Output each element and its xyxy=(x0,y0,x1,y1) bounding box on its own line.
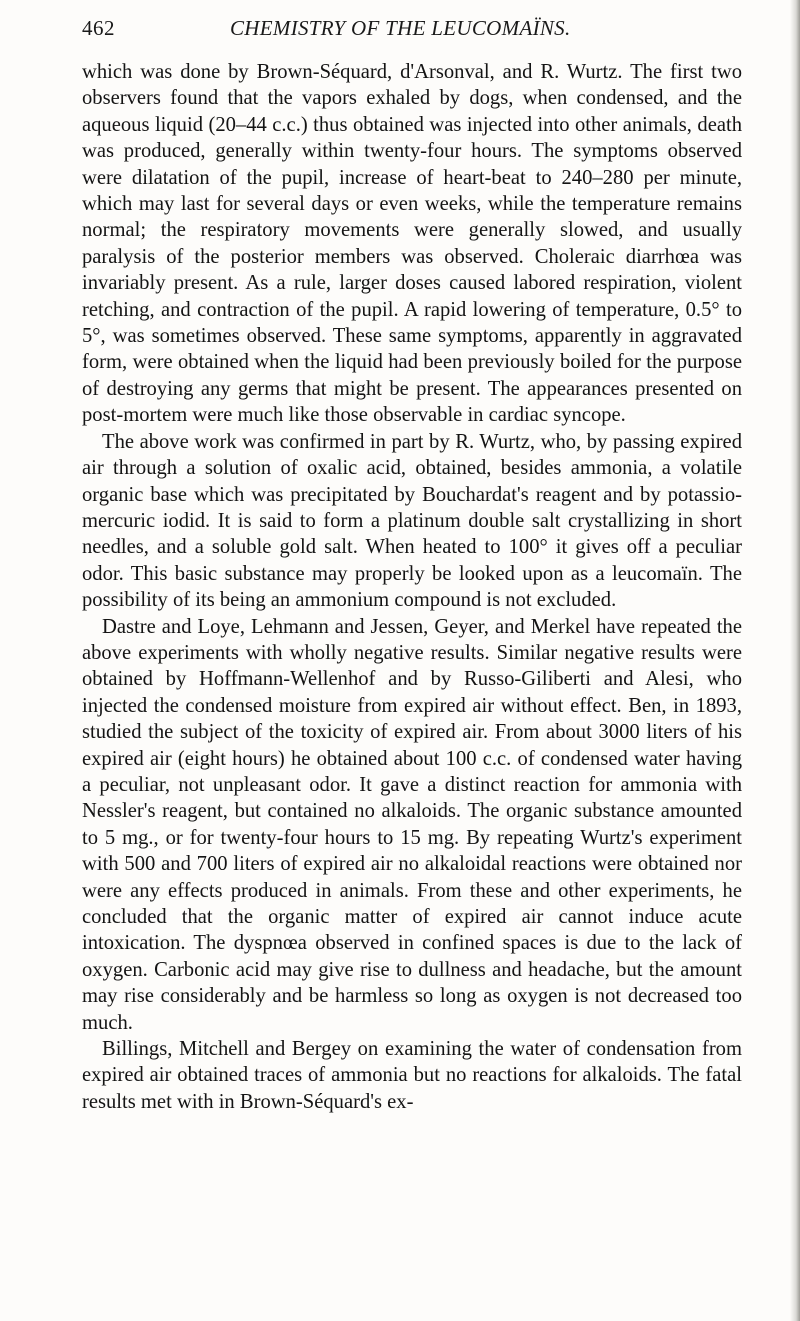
paragraph-billings: Billings, Mitchell and Bergey on examining the water of condensation from expired air obtained traces of ammonia but no reactions for alkaloids. The fatal results met with in Brown-Séquard's ex- xyxy=(82,1038,742,1113)
paragraph-continuation: which was done by Brown-Séquard, d'Arsonval, and R. Wurtz. The first two observers found that the vapors exhaled by dogs, when condensed, and the aqueous liquid (20–44 c.c.) thus obtained was injected into other animals, death was produced, generally within twenty-four hours. The symptoms observed were dilatation of the pupil, increase of heart-beat to 240–280 per minute, which may last for several days or even weeks, while the temperature remains normal; the respiratory movements were generally slowed, and usually paralysis of the posterior members was observed. Choleraic diarrhœa was invariably present. As a rule, larger doses caused labored respiration, violent retching, and contraction of the pupil. A rapid lowering of temperature, 0.5° to 5°, was sometimes observed. These same symptoms, apparently in aggravated form, were obtained when the liquid had been previously boiled for the purpose of destroying any germs that might be present. The appearances presented on post-mortem were much like those observable in cardiac syncope. xyxy=(82,61,742,427)
body-text xyxy=(82,59,742,1115)
paragraph-negative-results: Dastre and Loye, Lehmann and Jessen, Geyer, and Merkel have repeated the above experiments with wholly negative results. Similar negative results were obtained by Hoffmann-Wellenhof and by Russo-Giliberti and Alesi, who injected the condensed moisture from expired air without effect. Ben, in 1893, studied the subject of the toxicity of expired air. From about 3000 liters of his expired air (eight hours) he obtained about 100 c.c. of condensed water having a peculiar, not unpleasant odor. It gave a distinct reaction for ammonia with Nessler's reagent, but contained no alkaloids. The organic substance amounted to 5 mg., or for twenty-four hours to 15 mg. By repeating Wurtz's experiment with 500 and 700 liters of expired air no alkaloidal reactions were obtained nor were any effects produced in animals. From these and other experiments, he concluded that the organic matter of expired air cannot induce acute intoxication. The dyspnœa observed in confined spaces is due to the lack of oxygen. Carbonic acid may give rise to dullness and headache, but the amount may rise considerably and be harmless so long as oxygen is not decreased too much. xyxy=(82,615,742,1034)
paragraph-wurtz: The above work was confirmed in part by R. Wurtz, who, by passing expired air through a solution of oxalic acid, obtained, besides ammonia, a volatile organic base which was precipitated by Bouchardat's reagent and by potassio-mercuric iodid. It is said to form a platinum double salt crystallizing in short needles, and a soluble gold salt. When heated to 100° it gives off a peculiar odor. This basic substance may properly be looked upon as a leucomaïn. The possibility of its being an ammonium compound is not excluded. xyxy=(82,430,742,612)
page-number: 462 xyxy=(82,16,115,40)
page-edge-shadow xyxy=(790,0,800,1321)
page-header xyxy=(82,12,742,46)
running-title: CHEMISTRY OF THE LEUCOMAÏNS. xyxy=(230,16,571,40)
